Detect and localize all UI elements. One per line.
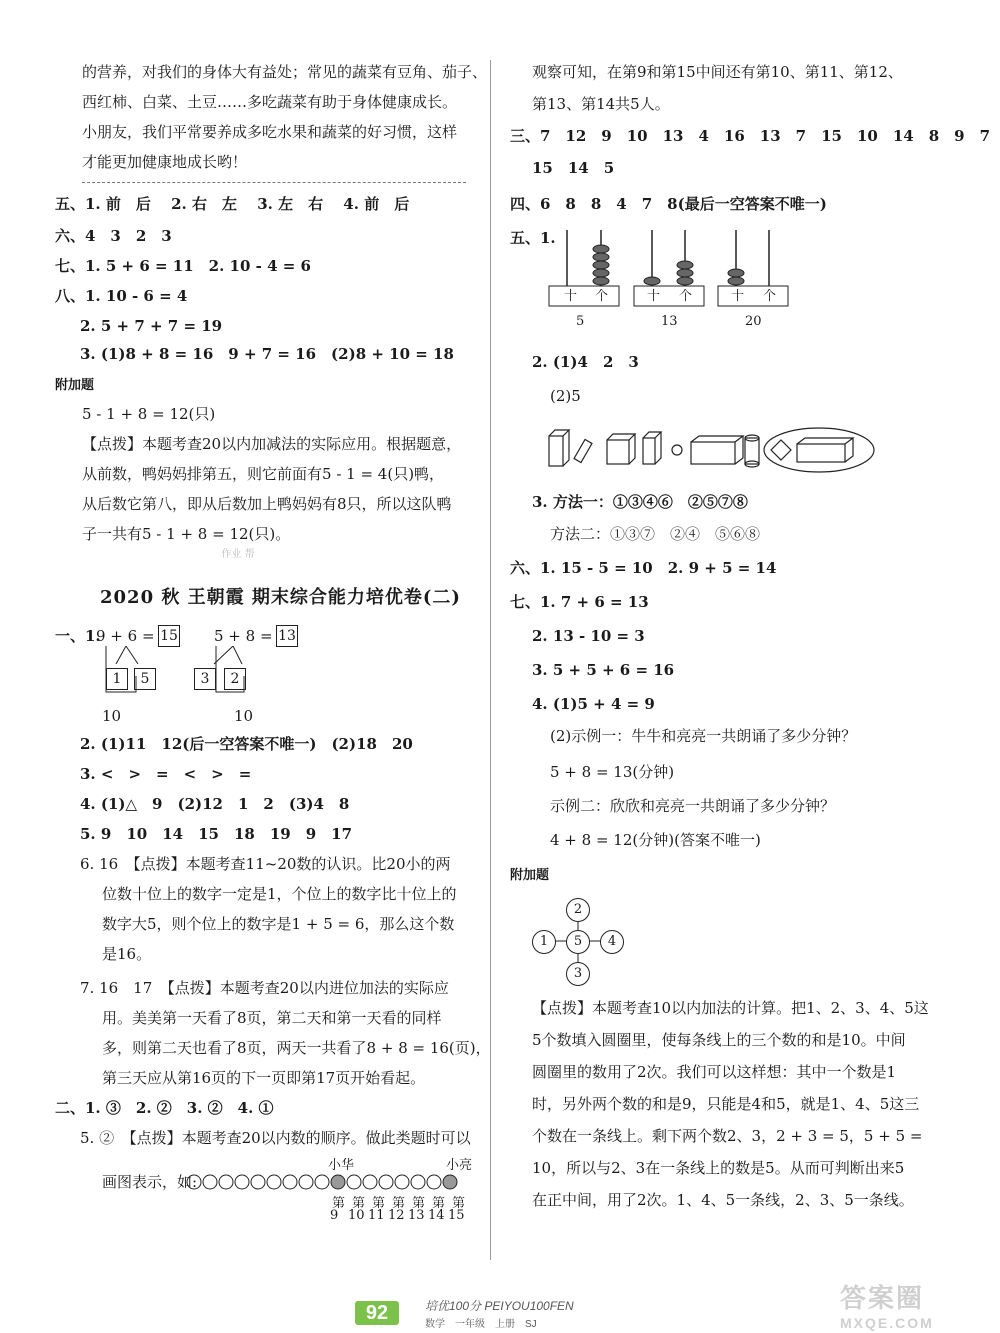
answer-q7-4: 4. (1)5 + 4 = 9 [532,695,655,713]
page-footer [355,1295,655,1333]
hint-line: 个数在一条线上。剩下两个数2、3，2 + 3 = 5，5 + 5 = [532,1127,923,1145]
answer-q1-7: 多，则第二天也看了8页，两天一共看了8 + 8 = 16(页)， [102,1039,491,1057]
answer-q1-3: 3. < > = < > = [80,765,252,783]
hint-line: 在正中间，用了2次。1、4、5一条线，2、3、5一条线。 [532,1191,914,1209]
text-line: 小朋友，我们平常要养成多吃水果和蔬菜的好习惯，这样 [82,123,458,141]
ten-label: 10 [102,707,122,725]
solid-shapes [545,424,875,474]
number-circle: 3 [566,962,590,986]
q1-label: 一、1. [55,627,101,645]
number-circle: 5 [566,930,590,954]
ordinal-mark: 第 [332,1196,346,1211]
answer-q8-2: 2. 5 + 7 + 7 = 19 [80,317,223,335]
abacus-value: 13 [661,314,678,329]
brand-label: 培优100分 PEIYOU100FEN [425,1299,574,1313]
equation: 9 + 6 = [96,627,155,645]
answer-q5-3b: 方法二：①③⑦ ②④ ⑤⑥⑧ [550,525,761,543]
answer-q1-4: 4. (1)△ 9 (2)12 1 2 (3)4 8 [80,795,350,813]
seq-num: 14 [428,1208,445,1223]
answer-q5-2: 2. (1)4 2 3 [532,353,639,371]
ordinal-mark: 第 [372,1196,386,1211]
column-divider [490,60,491,1260]
text-line: 才能更加健康地成长哟！ [82,153,248,171]
hint-line: 从前数，鸭妈妈排第五，则它前面有5 - 1 = 4(只)鸭， [82,465,445,483]
hint-line: 5个数填入圆圈里，使每条线上的三个数的和是10。中间 [532,1031,906,1049]
answer-q6-right: 六、1. 15 - 5 = 10 2. 9 + 5 = 14 [510,559,777,577]
seq-num: 10 [348,1208,365,1223]
answer-q1-7: 用。美美第一天看了8页，第二天和第一天看的同样 [102,1009,442,1027]
split-box: 2 [224,668,246,690]
text-line: 观察可知，在第9和第15中间还有第10、第11、第12、 [532,63,903,81]
hint-line: 10，所以与2、3在一条线上的数是5。从而可判断出来5 [532,1159,905,1177]
split-box: 3 [194,668,216,690]
answer-q1-5: 5. 9 10 14 15 18 19 9 17 [80,825,353,843]
abacus-value: 5 [576,314,585,329]
answer-q5-3: 3. 方法一：①③④⑥ ②⑤⑦⑧ [532,493,748,511]
answer-q5-2b: (2)5 [550,387,581,405]
extra-title: 附加题 [55,378,95,393]
answer-q7-4d: 示例二：欣欣和亮亮一共朗诵了多少分钟？ [550,797,836,815]
answer-q3: 三、7 12 9 10 13 4 16 13 7 15 10 14 8 9 7 [510,127,991,145]
answer-q7-4b: (2)示例一：牛牛和亮亮一共朗诵了多少分钟？ [550,727,857,745]
answer-q4: 四、6 8 8 4 7 8(最后一空答案不唯一) [510,195,827,213]
name-label: 小华 [328,1158,355,1173]
exam-title: 2020 秋 王朝霞 期末综合能力培优卷(二) [100,587,461,608]
answer-box: 15 [158,625,180,647]
extra-answer: 5 - 1 + 8 = 12(只) [82,405,216,423]
text-line: 第13、第14共5人。 [532,95,670,113]
ordinal-mark: 第 [352,1196,366,1211]
ten-label: 10 [234,707,254,725]
ordinal-mark: 第 [412,1196,426,1211]
answer-q2-5: 5. ② 【点拨】本题考查20以内数的顺序。做此类题时可以 [80,1129,471,1147]
text-line: 的营养，对我们的身体大有益处；常见的蔬菜有豆角、茄子、 [82,63,488,81]
answer-q7-1: 七、1. 7 + 6 = 13 [510,593,649,611]
answer-q7-4c: 5 + 8 = 13(分钟) [550,763,675,781]
abacus-diagrams [545,228,790,310]
hint-line: 圆圈里的数用了2次。我们可以这样想：其中一个数是1 [532,1063,897,1081]
hint-line: 【点拨】本题考查10以内加法的计算。把1、2、3、4、5这 [532,999,929,1017]
watermark [840,1278,990,1330]
answer-q1-6: 6. 16 【点拨】本题考查11~20数的认识。比20小的两 [80,855,451,873]
answer-q8-3: 3. (1)8 + 8 = 16 9 + 7 = 16 (2)8 + 10 = 18 [80,345,454,363]
seq-num: 13 [408,1208,425,1223]
hint-line: 从后数它第八，即从后数加上鸭妈妈有8只，所以这队鸭 [82,495,452,513]
answer-q1-7: 7. 16 17 【点拨】本题考查20以内进位加法的实际应 [80,979,449,997]
stamp-mark: 作业 帮 [221,549,255,560]
hint-line: 【点拨】本题考查20以内加减法的实际应用。根据题意， [82,435,462,453]
answer-q3: 15 14 5 [532,159,615,177]
seq-num: 9 [330,1208,339,1223]
answer-box: 13 [276,625,298,647]
seq-num: 12 [388,1208,405,1223]
answer-q7-2: 2. 13 - 10 = 3 [532,627,645,645]
ordinal-mark: 第 [392,1196,406,1211]
sequence-row [326,1208,476,1226]
watermark-url: MXQE.COM [840,1315,934,1331]
answer-q2: 二、1. ③ 2. ② 3. ② 4. ① [55,1099,274,1117]
answer-q1-7: 第三天应从第16页的下一页即第17页开始看起。 [102,1069,426,1087]
abacus-value: 20 [745,314,762,329]
seq-num: 11 [368,1208,385,1223]
number-circle: 1 [532,930,556,954]
answer-q1-6: 数字大5，则个位上的数字是1 + 5 = 6，那么这个数 [102,915,455,933]
answer-q1-6: 是16。 [102,945,152,963]
answer-q2-5b: 画图表示，如: [102,1173,198,1191]
watermark-text: 答案圈 [840,1283,925,1313]
abacus-tens: 十 [564,289,578,304]
seq-num: 15 [448,1208,465,1223]
answer-q7-3: 3. 5 + 5 + 6 = 16 [532,661,675,679]
answer-q7-4e: 4 + 8 = 12(分钟)(答案不唯一) [550,831,761,849]
ordinal-mark: 第 [432,1196,446,1211]
answer-q6: 六、4 3 2 3 [55,227,172,245]
hint-line: 子一共有5 - 1 + 8 = 12(只)。 [82,525,291,543]
answer-q1-2: 2. (1)11 12(后一空答案不唯一) (2)18 20 [80,735,413,753]
divider [82,182,466,183]
abacus-ones: 个 [679,289,693,304]
split-box: 5 [134,668,156,690]
answer-q8-1: 八、1. 10 - 6 = 4 [55,287,188,305]
answer-q5: 五、1. 前 后 2. 右 左 3. 左 右 4. 前 后 [55,195,410,213]
split-box: 1 [106,668,128,690]
extra-title-right: 附加题 [510,868,550,883]
q5-label: 五、1. [510,229,556,247]
ordinal-mark: 第 [452,1196,466,1211]
abacus-ones: 个 [595,289,609,304]
answer-q7: 七、1. 5 + 6 = 11 2. 10 - 4 = 6 [55,257,311,275]
abacus-tens: 十 [647,289,661,304]
answer-q1-6: 位数十位上的数字一定是1，个位上的数字比十位上的 [102,885,457,903]
ordinal-row [332,1192,482,1211]
hint-line: 时，另外两个数的和是9，只能是4和5，就是1、4、5这三 [532,1095,920,1113]
number-circle: 4 [600,930,624,954]
abacus-ones: 个 [763,289,777,304]
footer-subtitle: 数学 一年级 上册 SJ [425,1319,537,1330]
number-circle: 2 [566,898,590,922]
text-line: 西红柿、白菜、土豆……多吃蔬菜有助于身体健康成长。 [82,93,458,111]
name-label: 小亮 [446,1158,473,1173]
equation: 5 + 8 = [214,627,273,645]
page-number: 92 [355,1301,399,1325]
abacus-tens: 十 [731,289,745,304]
